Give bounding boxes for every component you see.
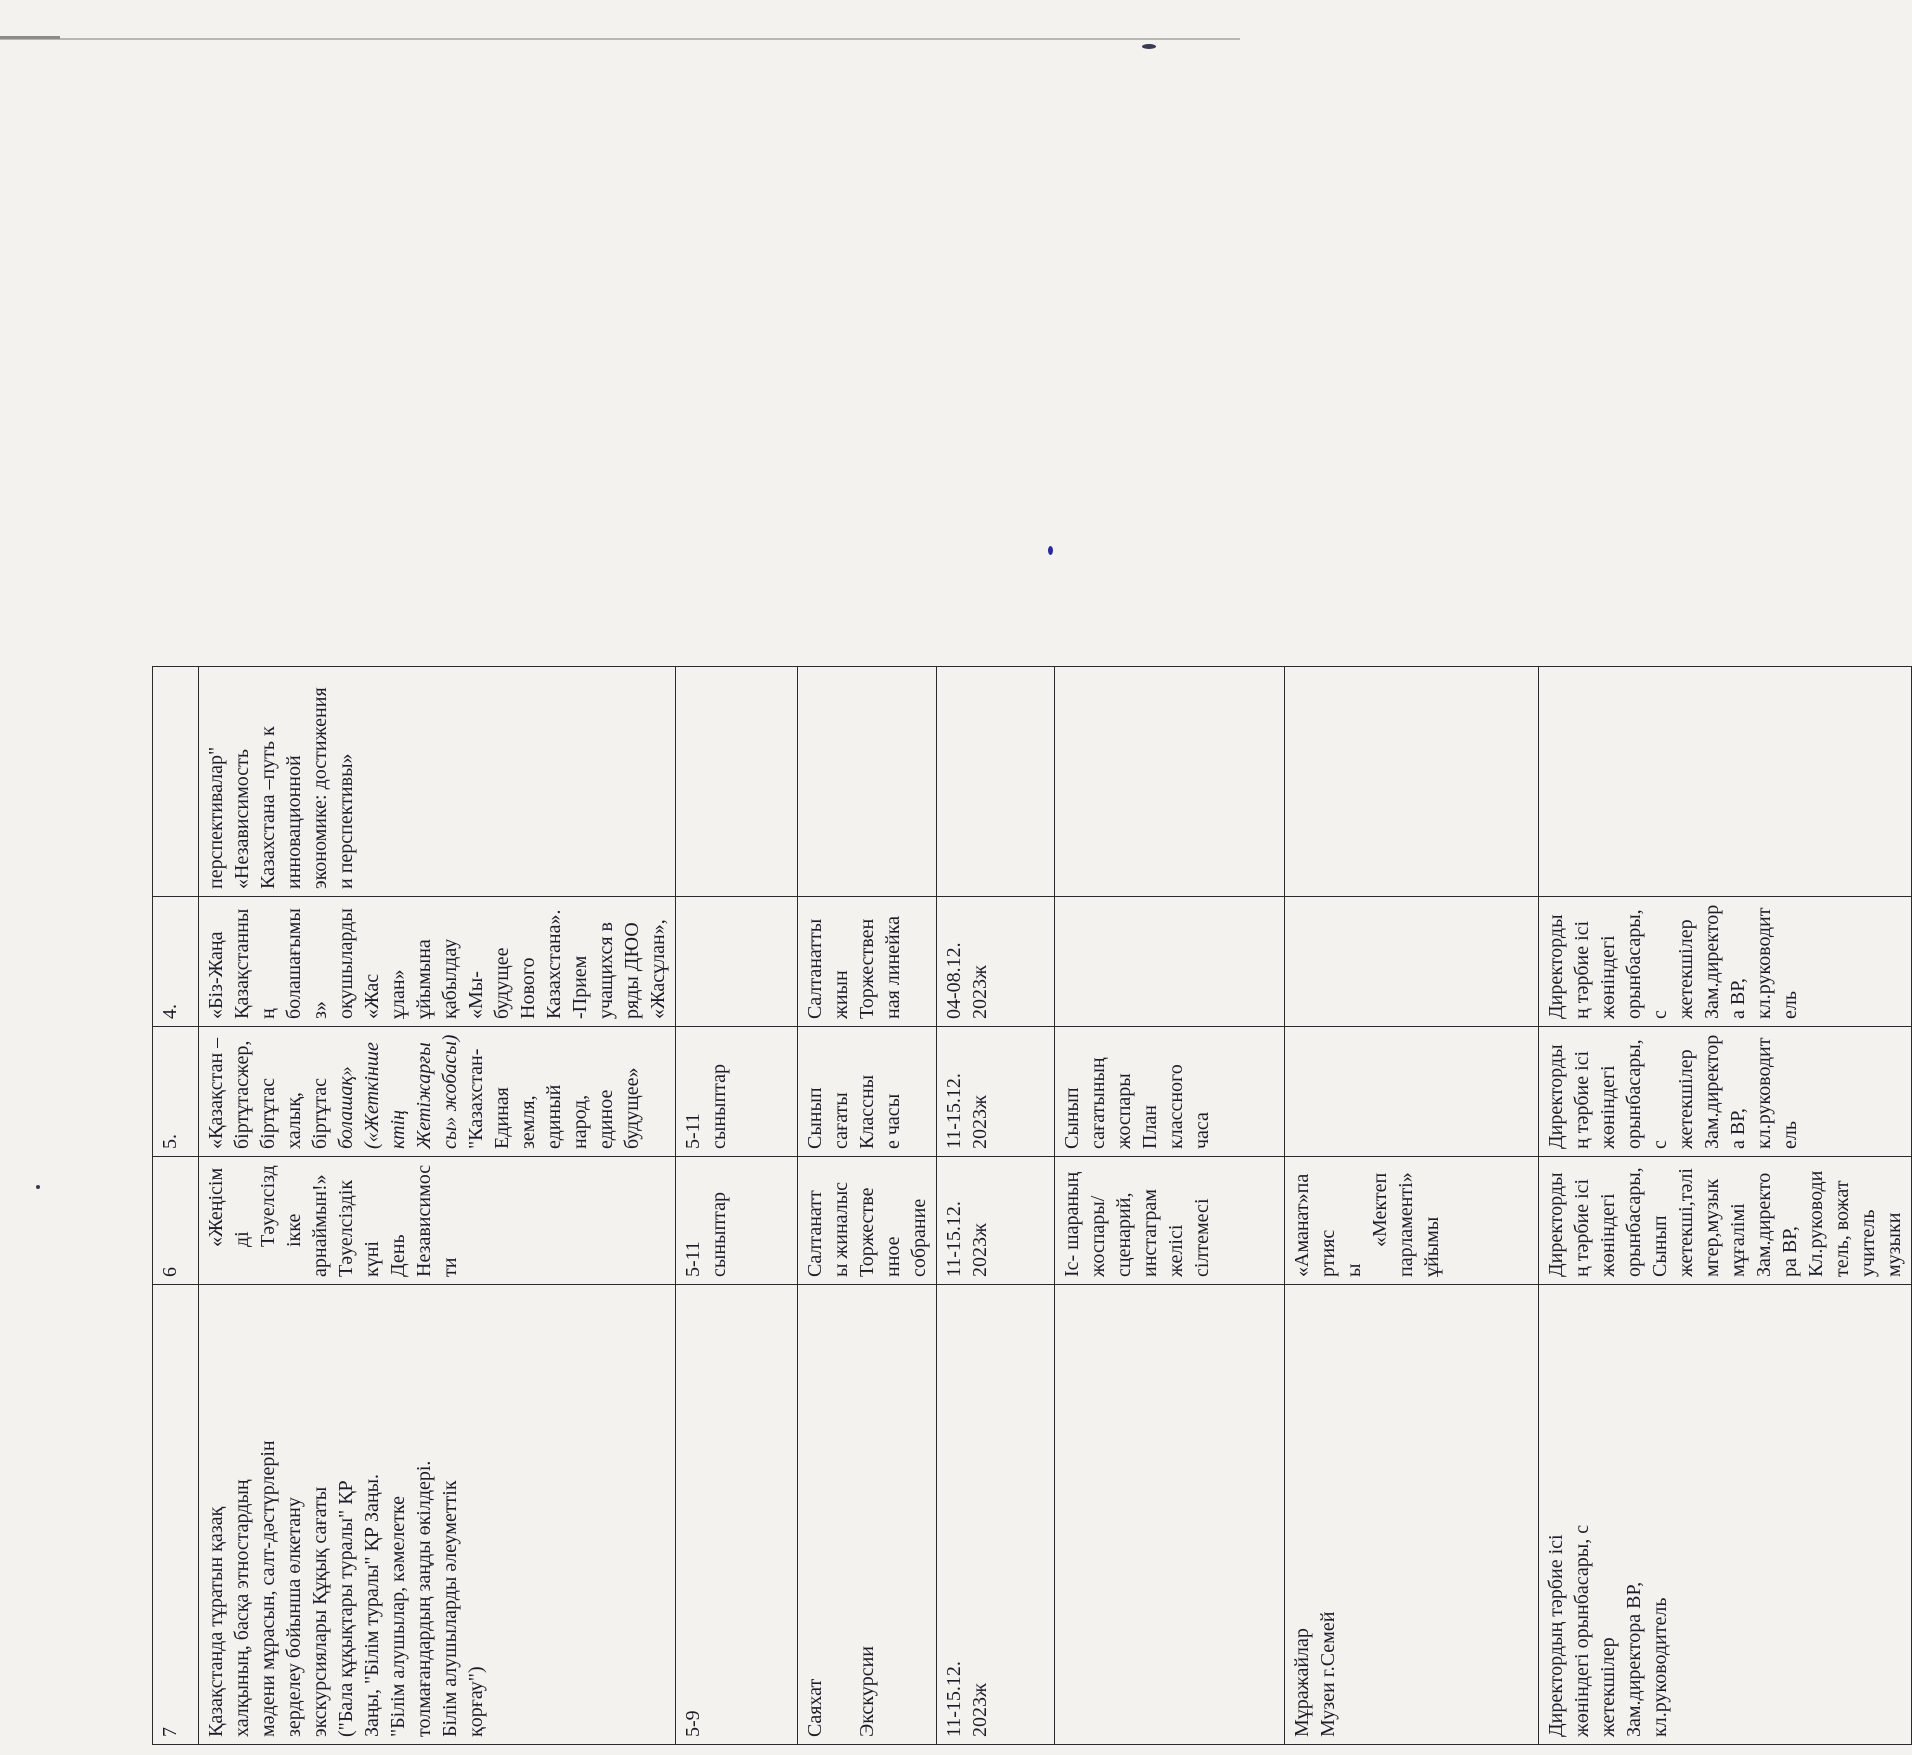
grades-cell: [676, 1157, 798, 1285]
cell-line: сағаты: [830, 1092, 852, 1149]
form-cell: [798, 897, 937, 1027]
cell-line: Кл.руководитель, вожат: [1805, 1170, 1853, 1277]
cell-line: кл.руководитель: [1753, 1037, 1801, 1149]
cell-line: зерделеу бойынша өлкетану: [283, 1497, 305, 1737]
field-row-form-cell: [798, 113, 937, 1745]
cell-line: болашақ» («Жеткіншектің: [335, 1042, 409, 1149]
cell-line: План классного: [1139, 1064, 1187, 1149]
dates-cell: [937, 1027, 1055, 1157]
cell-line: «Аманат»партияс: [1291, 1173, 1339, 1277]
cell-line: Сынып: [804, 1087, 826, 1149]
partners-cell: [1285, 667, 1539, 897]
cell-line: «Мектеп: [1369, 1172, 1391, 1247]
cell-line: Классны: [856, 1074, 878, 1149]
cell-line: Салтанатты: [804, 918, 826, 1019]
cell-line: кл.руководитель: [1649, 1597, 1671, 1737]
cell-line: Музеи г.Семей: [1317, 1611, 1339, 1737]
cell-line: «Независимость: [231, 749, 253, 889]
cell-line: и перспективы»: [335, 753, 357, 889]
cell-line: «Қазақстан – біртұтасжер,: [205, 1037, 253, 1149]
cell-line: "Казахстан-Единая земля,: [465, 1048, 539, 1149]
cell-line: 2023ж: [969, 1223, 991, 1277]
cell-line: Зам.директора ВР,: [1701, 1034, 1749, 1149]
cell-line: «Біз-Жаңа Қазақстанның: [205, 908, 279, 1019]
cell-line: Торжествен: [856, 918, 878, 1019]
cell-line: инстаграм желісі: [1139, 1189, 1187, 1277]
cell-line: часа: [1191, 1112, 1213, 1149]
cell-line: ная линейка: [882, 915, 904, 1019]
cell-line: 5-11: [682, 1241, 704, 1277]
event-cell: [199, 1285, 676, 1745]
cell-line: жоспары: [1113, 1073, 1135, 1149]
cell-line: 11-15.12.: [943, 1073, 965, 1149]
row-number: 6: [153, 1157, 199, 1285]
cell-line: жетекшілер: [1675, 919, 1697, 1019]
field-row-grades-cell: [676, 113, 798, 1745]
form-cell: [798, 1027, 937, 1157]
number-row: [153, 113, 199, 1745]
grades-cell: [676, 1285, 798, 1745]
cell-line: «Мы- будущее Нового: [465, 947, 539, 1019]
cell-line: е часы: [882, 1093, 904, 1149]
cell-line: 5-9: [682, 1710, 704, 1737]
dates-cell: [937, 897, 1055, 1027]
cell-line: Сынып: [1061, 1087, 1083, 1149]
form-cell: [798, 1157, 937, 1285]
cell-line: Директордың тәрбие ісі: [1545, 1534, 1567, 1737]
cell-line: Зам.директора ВР,: [1701, 904, 1749, 1019]
partners-cell: [1285, 1285, 1539, 1745]
cell-line: кл.руководитель: [1753, 907, 1801, 1019]
cell-line: перспективалар": [205, 746, 227, 889]
partners-cell: [1285, 1027, 1539, 1157]
cell-line: инновационной: [283, 755, 305, 889]
form-cell: [798, 667, 937, 897]
cell-line: арнаймын!»: [309, 1174, 331, 1277]
cell-line: біртұтас халық, біртұтас: [257, 1078, 331, 1149]
row-number: 4.: [153, 897, 199, 1027]
event-cell: [199, 897, 676, 1027]
responsible-cell: [1539, 1157, 1912, 1285]
responsible-cell: [1539, 1027, 1912, 1157]
cell-line: ы: [1343, 1263, 1365, 1277]
cell-line: собрание: [908, 1198, 930, 1277]
cell-line: "Білім алушылар, кәмелетке: [387, 1496, 409, 1737]
cell-line: толмағандардың заңды өкілдері.: [413, 1460, 435, 1737]
cell-line: единый народ, единое будущее»: [543, 1067, 643, 1149]
cell-line: жөніндегі орынбасары, с: [1597, 1039, 1671, 1149]
cell-line: Іс- шараның: [1061, 1171, 1083, 1277]
dates-cell: [937, 1285, 1055, 1745]
events-table: [152, 112, 1912, 1745]
cell-line: 11-15.12.: [943, 1201, 965, 1277]
partners-cell: [1285, 897, 1539, 1027]
outcome-cell: [1055, 897, 1285, 1027]
cell-line: ряды ДЮО «Жасұлан»,: [621, 919, 669, 1019]
row-number: 7: [153, 1285, 199, 1745]
responsible-cell: [1539, 667, 1912, 897]
cell-line: Торжестве: [856, 1187, 878, 1277]
cell-line: Салтанатт: [804, 1190, 826, 1277]
cell-line: экономике: достижения: [309, 687, 331, 889]
cell-line: Директордың тәрбие ісі: [1545, 914, 1593, 1019]
cell-line: «Жеңісімді: [205, 1167, 253, 1247]
cell-line: нное: [882, 1236, 904, 1277]
cell-line: халқының, басқа этностардың: [231, 1479, 253, 1737]
cell-line: сыныптар: [708, 1063, 730, 1149]
cell-line: жетекші,тәлімгер,музык: [1675, 1168, 1723, 1277]
field-row-partners-cell: [1285, 113, 1539, 1745]
cell-line: [828, 1292, 854, 1737]
event-cell: [199, 1027, 676, 1157]
cell-line: Директордың тәрбие ісі: [1545, 1044, 1593, 1149]
cell-line: Зам.директора ВР,: [1623, 1581, 1645, 1737]
cell-line: Зам.директора ВР,: [1753, 1172, 1801, 1277]
cell-line: Білім алушыларды әлеуметтік: [439, 1480, 461, 1737]
grades-cell: [676, 1027, 798, 1157]
outcome-cell: [1055, 1027, 1285, 1157]
cell-line: экскурсиялары Құқық сағаты: [309, 1486, 331, 1737]
scan-edge-line: [0, 38, 1240, 40]
cell-line: жөніндегі орынбасары, с: [1571, 1524, 1593, 1737]
dates-cell: [937, 1157, 1055, 1285]
cell-line: ы жиналыс: [830, 1181, 852, 1277]
cell-line: 2023ж: [969, 1095, 991, 1149]
field-row-event-cell: [199, 113, 676, 1745]
cell-line: Саяхат: [804, 1678, 826, 1737]
field-row-dates-cell: [937, 113, 1055, 1745]
cell-line: учитель музыки: [1857, 1209, 1905, 1277]
outcome-cell: [1055, 667, 1285, 897]
cell-line: мәдени мұрасын, салт-дәстүрлерін: [257, 1440, 279, 1737]
form-cell: [798, 1285, 937, 1745]
cell-line: Казахстана». -Прием учащихся в: [543, 909, 617, 1019]
outcome-cell: [1055, 1285, 1285, 1745]
outcome-cell: [1055, 1157, 1285, 1285]
cell-line: жиын: [830, 970, 852, 1019]
cell-line: Директордың тәрбие ісі: [1545, 1172, 1593, 1277]
cell-line: жетекшілер: [1675, 1049, 1697, 1149]
cell-line: 2023ж: [969, 1683, 991, 1737]
responsible-cell: [1539, 897, 1912, 1027]
cell-line: Заңы, "Білім туралы" ҚР Заңы.: [361, 1473, 383, 1737]
cell-line: Экскурсии: [856, 1645, 878, 1737]
cell-line: Тәуелсіздік күні: [335, 1179, 383, 1277]
cell-line: Сынып: [1649, 1215, 1671, 1277]
field-row-responsible-cell: [1539, 113, 1912, 1745]
scan-speck: [36, 1185, 40, 1189]
cell-line: ұйымы: [1421, 1216, 1443, 1277]
cell-line: сыныптар: [708, 1191, 730, 1277]
cell-line: Тәуелсіздікке: [257, 1165, 305, 1247]
cell-line: болашағымыз» оқушыларды «Жас: [283, 908, 383, 1019]
cell-line: жөніндегі орынбасары,: [1597, 1167, 1645, 1277]
cell-line: ("Бала құқықтары туралы" ҚР: [335, 1480, 357, 1737]
cell-line: Мұражайлар: [1291, 1628, 1313, 1737]
row-number: 5.: [153, 1027, 199, 1157]
cell-line: сілтемесі: [1191, 1198, 1213, 1277]
cell-line: жөніндегі орынбасары, с: [1597, 909, 1671, 1019]
cell-line: 04-08.12.: [943, 942, 965, 1019]
dates-cell: [937, 667, 1055, 897]
cell-line: Қазақстанда тұратын қазақ: [205, 1506, 227, 1737]
cell-line: жетекшілер: [1597, 1637, 1619, 1737]
cell-line: жоспары/сценарий,: [1087, 1192, 1135, 1277]
cell-line: Жетіжарғысы» жобасы): [413, 1034, 461, 1149]
cell-line: День Независимости: [387, 1164, 461, 1277]
event-cell: [199, 667, 676, 897]
grades-cell: [676, 667, 798, 897]
cell-line: ұлан» ұйымына қабылдау: [387, 938, 461, 1019]
event-cell: [199, 1157, 676, 1285]
row-number: [153, 667, 199, 897]
cell-line: парламенті»: [1395, 1172, 1417, 1277]
grades-cell: [676, 897, 798, 1027]
cell-line: мұғалімі: [1727, 1203, 1749, 1277]
field-row-outcome-cell: [1055, 113, 1285, 1745]
cell-line: 5-11: [682, 1113, 704, 1149]
responsible-cell: [1539, 1285, 1912, 1745]
partners-cell: [1285, 1157, 1539, 1285]
cell-line: 2023ж: [969, 965, 991, 1019]
cell-line: 11-15.12.: [943, 1661, 965, 1737]
scan-edge-mark: [0, 36, 60, 39]
cell-line: Казахстана –путь к: [257, 726, 279, 889]
scan-speck: [1142, 44, 1156, 49]
rotated-schedule-table: [152, 113, 1905, 1745]
cell-line: сағатының: [1087, 1057, 1109, 1149]
cell-line: қорғау"): [465, 1666, 487, 1737]
